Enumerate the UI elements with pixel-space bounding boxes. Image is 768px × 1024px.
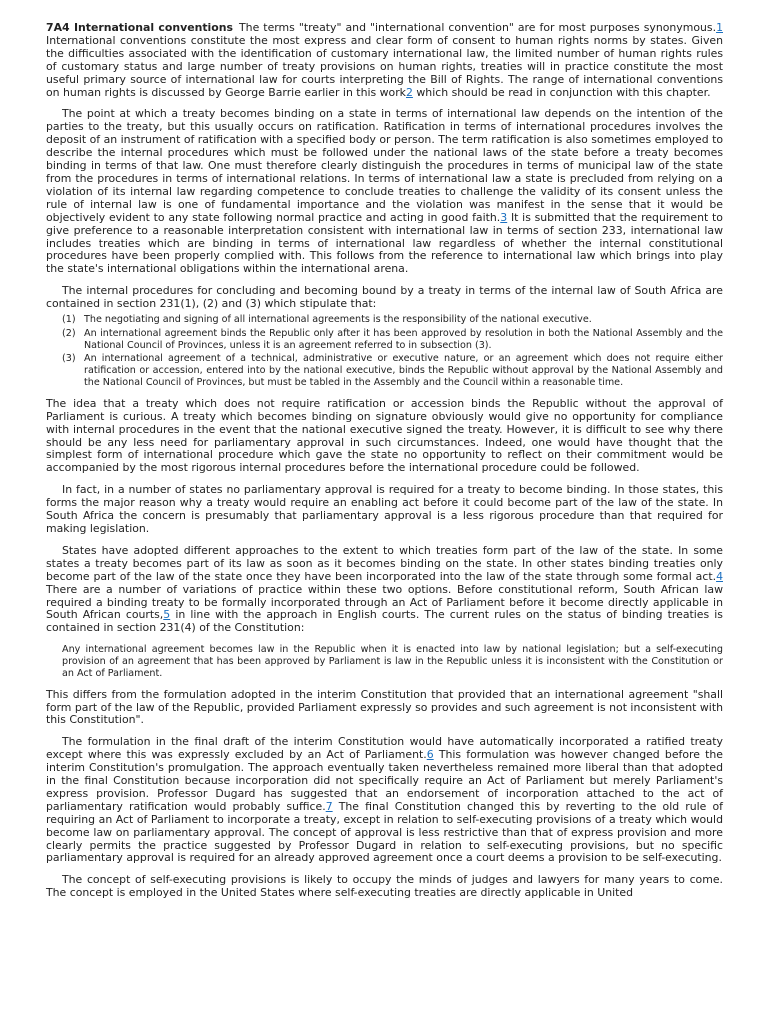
footnote-link-6[interactable]: 6: [426, 748, 434, 762]
paragraph-intro: 7A4 International conventions The terms "treaty" and "international convention" are for most purposes synonymous.1 International conventions constitute the most express and clear form of consent to human rights norms by states. Given the difficulties associated with the identification of customary international law, the limited number of human rights rules of customary status and large number of treaty provisions on human rights, treaties will in practice constitute the most useful primary source of international law for courts interpreting the Bill of Rights. The range of international conventions on human rights is discussed by George Barrie earlier in this work2 which should be read in conjunction with this chapter.: [46, 21, 723, 99]
paragraph-internal-procedures: The internal procedures for concluding and becoming bound by a treaty in terms of the internal law of South Africa are contained in section 231(1), (2) and (3) which stipulate that:: [46, 284, 723, 311]
paragraph-ratification: The point at which a treaty becomes binding on a state in terms of international law depends on the intention of the parties to the treaty, but this usually occurs on ratification. Ratification in terms of international procedures involves the deposit of an instrument of ratification with a specified body or person. The term ratification is also sometimes employed to describe the internal procedures which must be followed under the national laws of the state before a treaty becomes binding in terms of that law. One must therefore clearly distinguish the procedures in terms of municipal law of the state from the procedures in terms of international relations. In terms of international law a state is precluded from relying on a violation of its internal law regarding competence to conclude treaties to challenge the validity of its consent unless the rule of internal law is one of fundamental importance and the violation was manifest in the sense that it would be objectively evident to any state following normal practice and acting in good faith.3 It is submitted that the requirement to give preference to a reasonable interpretation consistent with international law in terms of section 233, international law includes treaties which are binding in terms of international law regardless of whether the internal constitutional procedures have been properly complied with. This follows from the reference to international law which brings into play the state's international obligations within the international arena.: [46, 107, 724, 276]
footnote-link-3[interactable]: 3: [500, 210, 508, 224]
footnote-link-4[interactable]: 4: [716, 569, 723, 583]
footnote-link-1[interactable]: 1: [716, 21, 723, 34]
paragraph-self-executing: The concept of self-executing provisions is likely to occupy the minds of judges and lawyers for many years to come. The concept is employed in the United States where self-executing treaties are directly applicable in United: [46, 873, 723, 900]
section-231-list: [46, 314, 723, 389]
paragraph-parliamentary-approval: In fact, in a number of states no parliamentary approval is required for a treaty to become binding. In those states, this forms the major reason why a treaty would require an enabling act before it could become part of the law of the state. In South Africa the concern is presumably that parliamentary approval is a less rigorous procedure than that required for making legislation.: [46, 483, 723, 535]
list-item: (3) An international agreement of a technical, administrative or executive nature, or an agreement which does not require either ratification or accession, entered into by the national executive, binds the Republic without approval by the National Assembly and the National Council of Provinces, but must be tabled in the Assembly and the Council within a reasonable time.: [62, 353, 723, 389]
footnote-link-5[interactable]: 5: [163, 608, 171, 622]
paragraph-interim-constitution: This differs from the formulation adopted in the interim Constitution that provided that an international agreement "shall form part of the law of the Republic, provided Parliament expressly so provides and such agreement is not inconsistent with this Constitution".: [46, 687, 723, 727]
paragraph-approval: The idea that a treaty which does not require ratification or accession binds the Republic without the approval of Parliament is curious. A treaty which becomes binding on signature obviously would give no opportunity for compliance with internal procedures in the event that the national executive signed the treaty. However, it is difficult to see why there should be any less need for parliamentary approval in such circumstances. Indeed, one would have thought that the simplest form of international procedure which gave the state no opportunity to reflect on their commitment would be accompanied by the most rigorous internal procedures before the international procedure could be followed.: [46, 396, 723, 475]
paragraph-approaches: States have adopted different approaches to the extent to which treaties form part of the law of the state. In some states a treaty becomes part of its law as soon as it becomes binding on the state. In other states binding treaties only become part of the law of the state once they have been incorporated into the law of the state through some formal act.4 There are a number of variations of practice within these two options. Before constitutional reform, South African law required a binding treaty to be formally incorporated through an Act of Parliament before it become directly applicable in South African courts,5 in line with the approach in English courts. The current rules on the status of binding treaties is contained in section 231(4) of the Constitution:: [46, 543, 723, 635]
list-item: (2) An international agreement binds the Republic only after it has been approved by resolution in both the National Assembly and the National Council of Provinces, unless it is an agreement referred to in subsection (3).: [62, 327, 723, 351]
paragraph-final-draft: The formulation in the final draft of the interim Constitution would have automatically incorporated a ratified treaty except where this was expressly excluded by an Act of Parliament.6 This formulation was however changed before the interim Constitution's promulgation. The approach eventually taken nevertheless remained more liberal than that adopted in the final Constitution because incorporation did not specifically require an Act of Parliament but merely Parliament's express provision. Professor Dugard has suggested that an endorsement of incorporation attached to the act of parliamentary ratification would probably suffice.7 The final Constitution changed this by reverting to the old rule of requiring an Act of Parliament to incorporate a treaty, except in relation to self-executing provisions of a treaty which would become law on parliamentary approval. The concept of approval is less restrictive than that of express provision and more clearly permits the practice suggested by Professor Dugard in relation to self-executing provisions, but no specific parliamentary approval is required for an already approved agreement once a court deems a provision to be self-executing.: [46, 735, 724, 865]
footnote-link-2[interactable]: 2: [406, 85, 413, 99]
section-heading: 7A4 International conventions: [46, 21, 234, 34]
footnote-link-7[interactable]: 7: [325, 799, 333, 813]
document-page: [46, 22, 723, 909]
list-item: (1) The negotiating and signing of all international agreements is the responsibility of the national executive.: [62, 314, 592, 326]
section-231-4-quote: Any international agreement becomes law in the Republic when it is enacted into law by national legislation; but a self-executing provision of an agreement that has been approved by Parliament is law in the Republic unless it is inconsistent with the Constitution or an Act of Parliament.: [62, 644, 723, 679]
